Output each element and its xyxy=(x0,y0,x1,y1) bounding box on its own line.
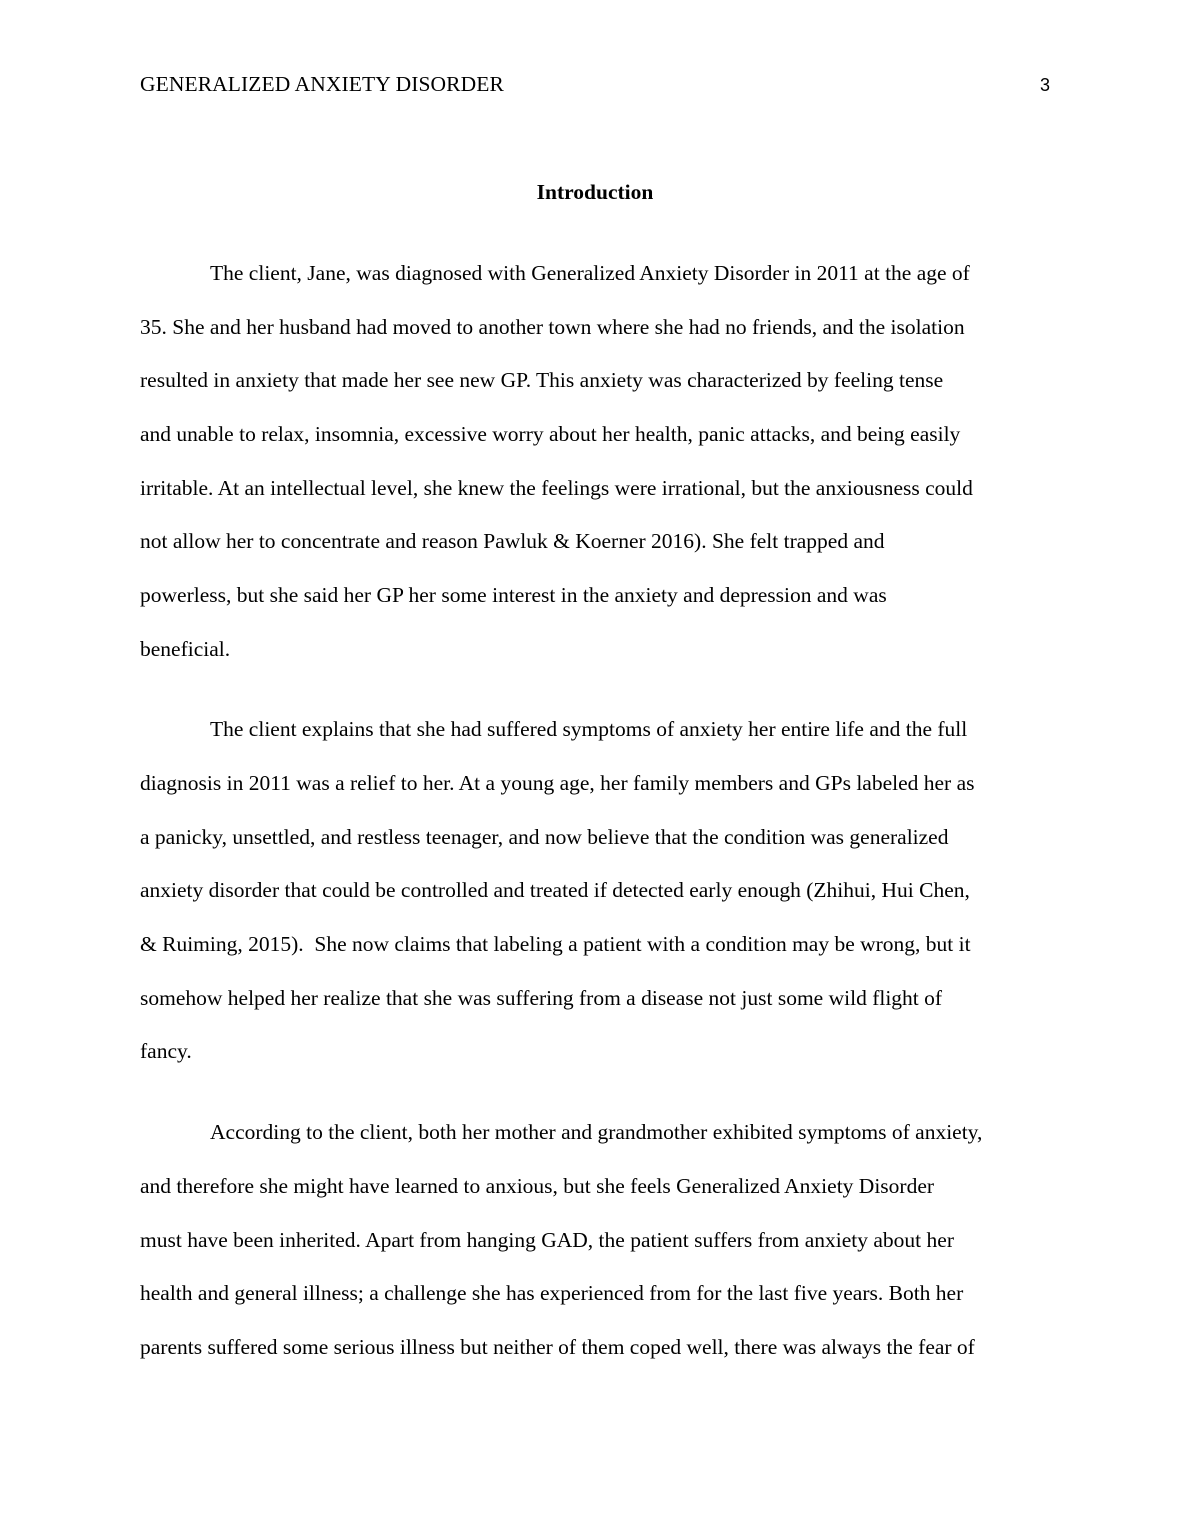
paragraph-line: powerless, but she said her GP her some interest in the anxiety and depression and was xyxy=(140,583,887,607)
paragraph-line: According to the client, both her mother and grandmother exhibited symptoms of anxiety, xyxy=(210,1120,983,1144)
paragraph-line: somehow helped her realize that she was suffering from a disease not just some wild flight of xyxy=(140,986,943,1010)
paragraph-line: The client, Jane, was diagnosed with Generalized Anxiety Disorder in 2011 at the age of xyxy=(210,261,970,285)
paragraph-line: diagnosis in 2011 was a relief to her. At a young age, her family members and GPs labeled her as xyxy=(140,771,975,795)
section-title: Introduction xyxy=(536,180,654,204)
paragraph-line: & Ruiming, 2015). She now claims that labeling a patient with a condition may be wrong, but it xyxy=(140,932,971,956)
paragraph-line: not allow her to concentrate and reason Pawluk & Koerner 2016). She felt trapped and xyxy=(140,529,885,553)
paragraph-line: must have been inherited. Apart from hanging GAD, the patient suffers from anxiety about her xyxy=(140,1228,954,1252)
running-head: GENERALIZED ANXIETY DISORDER xyxy=(140,72,504,96)
paragraph-line: fancy. xyxy=(140,1039,192,1063)
paragraph-line: and unable to relax, insomnia, excessive worry about her health, panic attacks, and being easily xyxy=(140,422,961,446)
paragraph-line: 35. She and her husband had moved to another town where she had no friends, and the isolation xyxy=(140,315,965,339)
paragraph-line: parents suffered some serious illness but neither of them coped well, there was always the fear of xyxy=(140,1335,975,1359)
paragraph-line: health and general illness; a challenge she has experienced from for the last five years. Both her xyxy=(140,1281,964,1305)
paragraph-line: irritable. At an intellectual level, she knew the feelings were irrational, but the anxiousness could xyxy=(140,476,973,500)
paragraph-line: a panicky, unsettled, and restless teenager, and now believe that the condition was generalized xyxy=(140,825,949,849)
paragraph-line: The client explains that she had suffered symptoms of anxiety her entire life and the full xyxy=(210,717,968,741)
paragraph-line: beneficial. xyxy=(140,637,231,661)
paragraph-line: and therefore she might have learned to anxious, but she feels Generalized Anxiety Disorder xyxy=(140,1174,935,1198)
page-number: 3 xyxy=(1039,75,1050,95)
paragraph-line: anxiety disorder that could be controlled and treated if detected early enough (Zhihui, Hui Chen, xyxy=(140,878,970,902)
paragraph-line: resulted in anxiety that made her see new GP. This anxiety was characterized by feeling tense xyxy=(140,368,944,392)
